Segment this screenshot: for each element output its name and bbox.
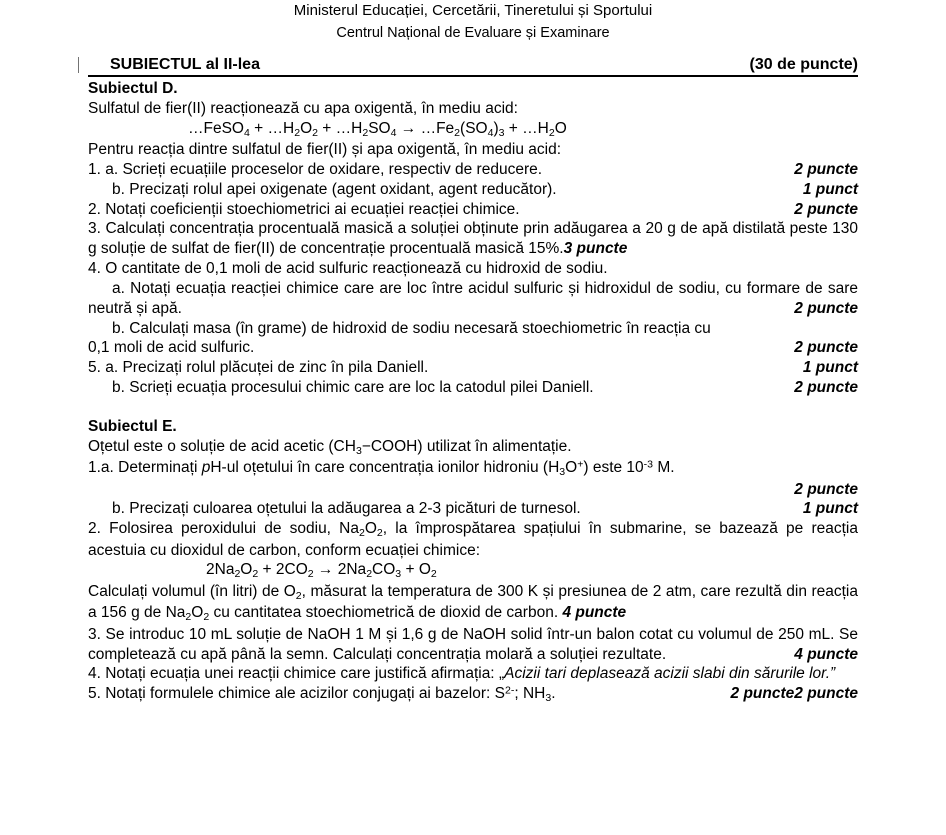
e1a-text: M. — [653, 459, 675, 477]
question-e2-points: 4 puncte — [562, 604, 627, 622]
eq2-sub: 2 — [252, 568, 259, 581]
question-e3-points: 4 puncte — [794, 645, 858, 663]
question-e2-body — [88, 582, 858, 625]
eq-text: (SO — [460, 119, 488, 137]
eq-sub: 4 — [390, 126, 397, 139]
question-e5 — [88, 684, 794, 705]
e4-text: 4. Notați ecuația unei reacții chimice care justifică afirmația: — [88, 665, 499, 683]
eq-text: SO — [368, 119, 391, 137]
question-5b-text: b. Scrieți ecuația procesului chimic care are loc la catodul pilei Daniell. — [112, 379, 594, 396]
question-1b-points: 1 punct — [802, 180, 858, 198]
question-4a — [88, 279, 858, 319]
e2body-text: cu cantitatea stoechiometrică de dioxid de carbon. — [209, 604, 563, 622]
question-e1b-text: b. Precizați culoarea oțetului la adăugarea a 2-3 picături de turnesol. — [112, 500, 581, 518]
e2-text: 2. Folosirea peroxidului de sodiu, Na — [88, 520, 359, 538]
question-1b — [88, 180, 858, 200]
eq2-text: + 2CO — [258, 561, 308, 579]
e2body-text: O — [191, 604, 204, 622]
question-e2-stem — [88, 519, 858, 560]
e5-text: ; NH — [514, 685, 546, 703]
question-1b-text: b. Precizați rolul apei oxigenate (agent oxidant, agent reducător). — [112, 180, 557, 198]
eq2-text: O — [240, 561, 253, 579]
e2body-sub: 2 — [203, 611, 210, 624]
section-spacer — [88, 398, 858, 415]
intro-text: −COOH) utilizat în alimentație. — [361, 437, 572, 455]
document-body — [0, 55, 946, 706]
question-5a — [88, 358, 858, 378]
document-header — [0, 0, 946, 41]
eq-sub: 2 — [454, 126, 461, 139]
question-1a-points: 2 puncte — [794, 160, 858, 178]
question-2 — [88, 200, 858, 220]
question-e4-points: 2 puncte — [794, 685, 858, 703]
eq2-sub: 2 — [307, 568, 314, 581]
question-1a — [88, 160, 858, 180]
quote-close-mark: ” — [830, 665, 836, 683]
e1a-text: O — [565, 459, 578, 477]
question-2-points: 2 puncte — [794, 200, 858, 218]
question-5b-points: 2 puncte — [794, 379, 858, 396]
question-5a-text: 5. a. Precizați rolul plăcuței de zinc în pila Daniell. — [88, 359, 429, 377]
e1a-sup: + — [577, 458, 584, 471]
e1a-sup: -3 — [643, 458, 654, 471]
eq-text: O — [554, 119, 567, 137]
eq2-text: → 2Na — [313, 561, 367, 579]
eq2-text: + O — [401, 561, 431, 579]
left-rule-mark — [78, 57, 79, 73]
quote-open-mark: „ — [498, 665, 505, 683]
question-4a-text: a. Notați ecuația reacției chimice care are loc între acidul sulfuric și hidroxidul de sodiu, cu formare de sare neutră și apă. — [88, 279, 858, 317]
question-e5-points: 2 puncte — [730, 685, 795, 703]
e2-sub: 2 — [376, 527, 383, 540]
question-4a-points: 2 puncte — [794, 299, 858, 317]
eq2-sub: 2 — [234, 568, 241, 581]
eq-text: …FeSO — [188, 119, 244, 137]
e2body-sub: 2 — [185, 611, 192, 624]
question-4b-text: 0,1 moli de acid sulfuric. — [88, 339, 255, 357]
eq-text: → …Fe — [396, 119, 455, 137]
question-5a-points: 1 punct — [802, 359, 858, 377]
question-3-text: 3. Calculați concentrația procentuală masică a soluției obținute prin adăugarea a 20 g de apă distilată peste 130 g soluție de sulfat de fier(II) de concentrație procentuală masică 15%. — [88, 220, 858, 258]
question-3 — [88, 219, 858, 259]
e5-sub: 3 — [545, 692, 552, 705]
eq-sub: 4 — [487, 126, 494, 139]
e1a-sub: 3 — [559, 466, 566, 479]
e1a-text: 1.a. Determinați — [88, 459, 202, 477]
intro-sub: 3 — [355, 444, 362, 457]
eq-text: ) — [493, 119, 499, 137]
e1a-italic-p: p — [201, 459, 211, 477]
question-4-stem: 4. O cantitate de 0,1 moli de acid sulfuric reacționează cu hidroxid de sodiu. — [88, 260, 608, 278]
question-4b-line1: b. Calculați masa (în grame) de hidroxid de sodiu necesară stoechiometric în reacția cu — [112, 319, 711, 337]
eq2-text: CO — [372, 561, 396, 579]
e2-text: , la împrospătarea spațiului în submarine, se bazează pe reacția acestuia cu dioxidul de carbon, conform ecuației chimice: — [88, 520, 858, 559]
eq-sub: 2 — [548, 126, 555, 139]
e5-text: . — [551, 685, 556, 703]
question-2-text: 2. Notați coeficienții stoechiometrici ai ecuației reacției chimice. — [88, 200, 520, 218]
eq-text: + …H — [504, 119, 549, 137]
question-e1b-points: 1 punct — [802, 500, 858, 518]
e5-sup: 2- — [504, 684, 515, 697]
eq2-sub: 2 — [366, 568, 373, 581]
question-e1a-points: 2 puncte — [794, 480, 858, 498]
page-title: SUBIECTUL al II-lea — [110, 55, 260, 73]
eq-sub: 2 — [294, 126, 301, 139]
eq2-text: 2Na — [206, 561, 235, 579]
eq-sub: 2 — [312, 126, 318, 139]
subject-d-intro: Sulfatul de fier(II) reacționează cu apa oxigentă, în mediu acid: — [88, 99, 518, 117]
e2-sub: 2 — [359, 527, 365, 540]
question-e3 — [88, 625, 858, 665]
e1a-text: ) este 10 — [583, 459, 644, 477]
header-center-line: Centrul Național de Evaluare și Examinare — [336, 25, 610, 41]
e1a-text: H-ul oțetului în care concentrația ionilor hidroniu (H — [210, 459, 560, 477]
question-4b-points: 2 puncte — [794, 339, 858, 357]
question-e1a — [88, 458, 858, 479]
e4-quote: Acizii tari deplasează acizii slabi din sărurile lor. — [504, 665, 831, 683]
e2body-text: Calculați volumul (în litri) de O — [88, 582, 296, 600]
eq2-sub: 3 — [395, 568, 402, 581]
subject-title-row — [88, 55, 858, 77]
eq-text: + …H — [249, 119, 295, 137]
eq-sub: 2 — [362, 126, 369, 139]
question-5b — [88, 378, 858, 398]
e2-text: O — [364, 520, 377, 538]
header-ministry-line: Ministerul Educației, Cercetării, Tineretului și Sportului — [293, 2, 653, 19]
section-heading-e: Subiectul E. — [88, 417, 177, 435]
eq-text: + …H — [317, 119, 363, 137]
intro-text: Oțetul este o soluție de acid acetic (CH — [88, 437, 356, 455]
equation-na2o2 — [88, 560, 858, 581]
question-4b-line2 — [88, 338, 858, 358]
question-3-points: 3 puncte — [563, 240, 628, 258]
subject-e-intro — [88, 437, 858, 458]
e5-text: 5. Notați formulele chimice ale acizilor conjugați ai bazelor: S — [88, 685, 505, 703]
e2body-sub: 2 — [295, 589, 302, 602]
eq-text: O — [300, 119, 313, 137]
question-1a-text: 1. a. Scrieți ecuațiile proceselor de oxidare, respectiv de reducere. — [88, 160, 543, 178]
eq2-sub: 2 — [430, 568, 437, 581]
equation-feso4 — [88, 119, 858, 140]
eq-sub: 4 — [243, 126, 250, 139]
subject-d-lead: Pentru reacția dintre sulfatul de fier(II) și apa oxigentă, în mediu acid: — [88, 141, 561, 159]
question-e1b — [88, 499, 858, 519]
section-heading-d: Subiectul D. — [88, 79, 178, 97]
question-e5-text — [88, 684, 556, 705]
eq-sub: 3 — [498, 126, 505, 139]
e2body-text: , măsurat la temperatura de 300 K și presiunea de 2 atm, care rezultă din reacția a 156 g de Na — [88, 582, 858, 622]
question-e3-text: 3. Se introduc 10 mL soluție de NaOH 1 M și 1,6 g de NaOH solid într-un balon cotat cu volumul de 250 mL. Se completează cu apă până la semn. Calculați concentrația molară a soluției rezultate. — [88, 625, 858, 663]
title-points-badge: (30 de puncte) — [749, 55, 858, 73]
